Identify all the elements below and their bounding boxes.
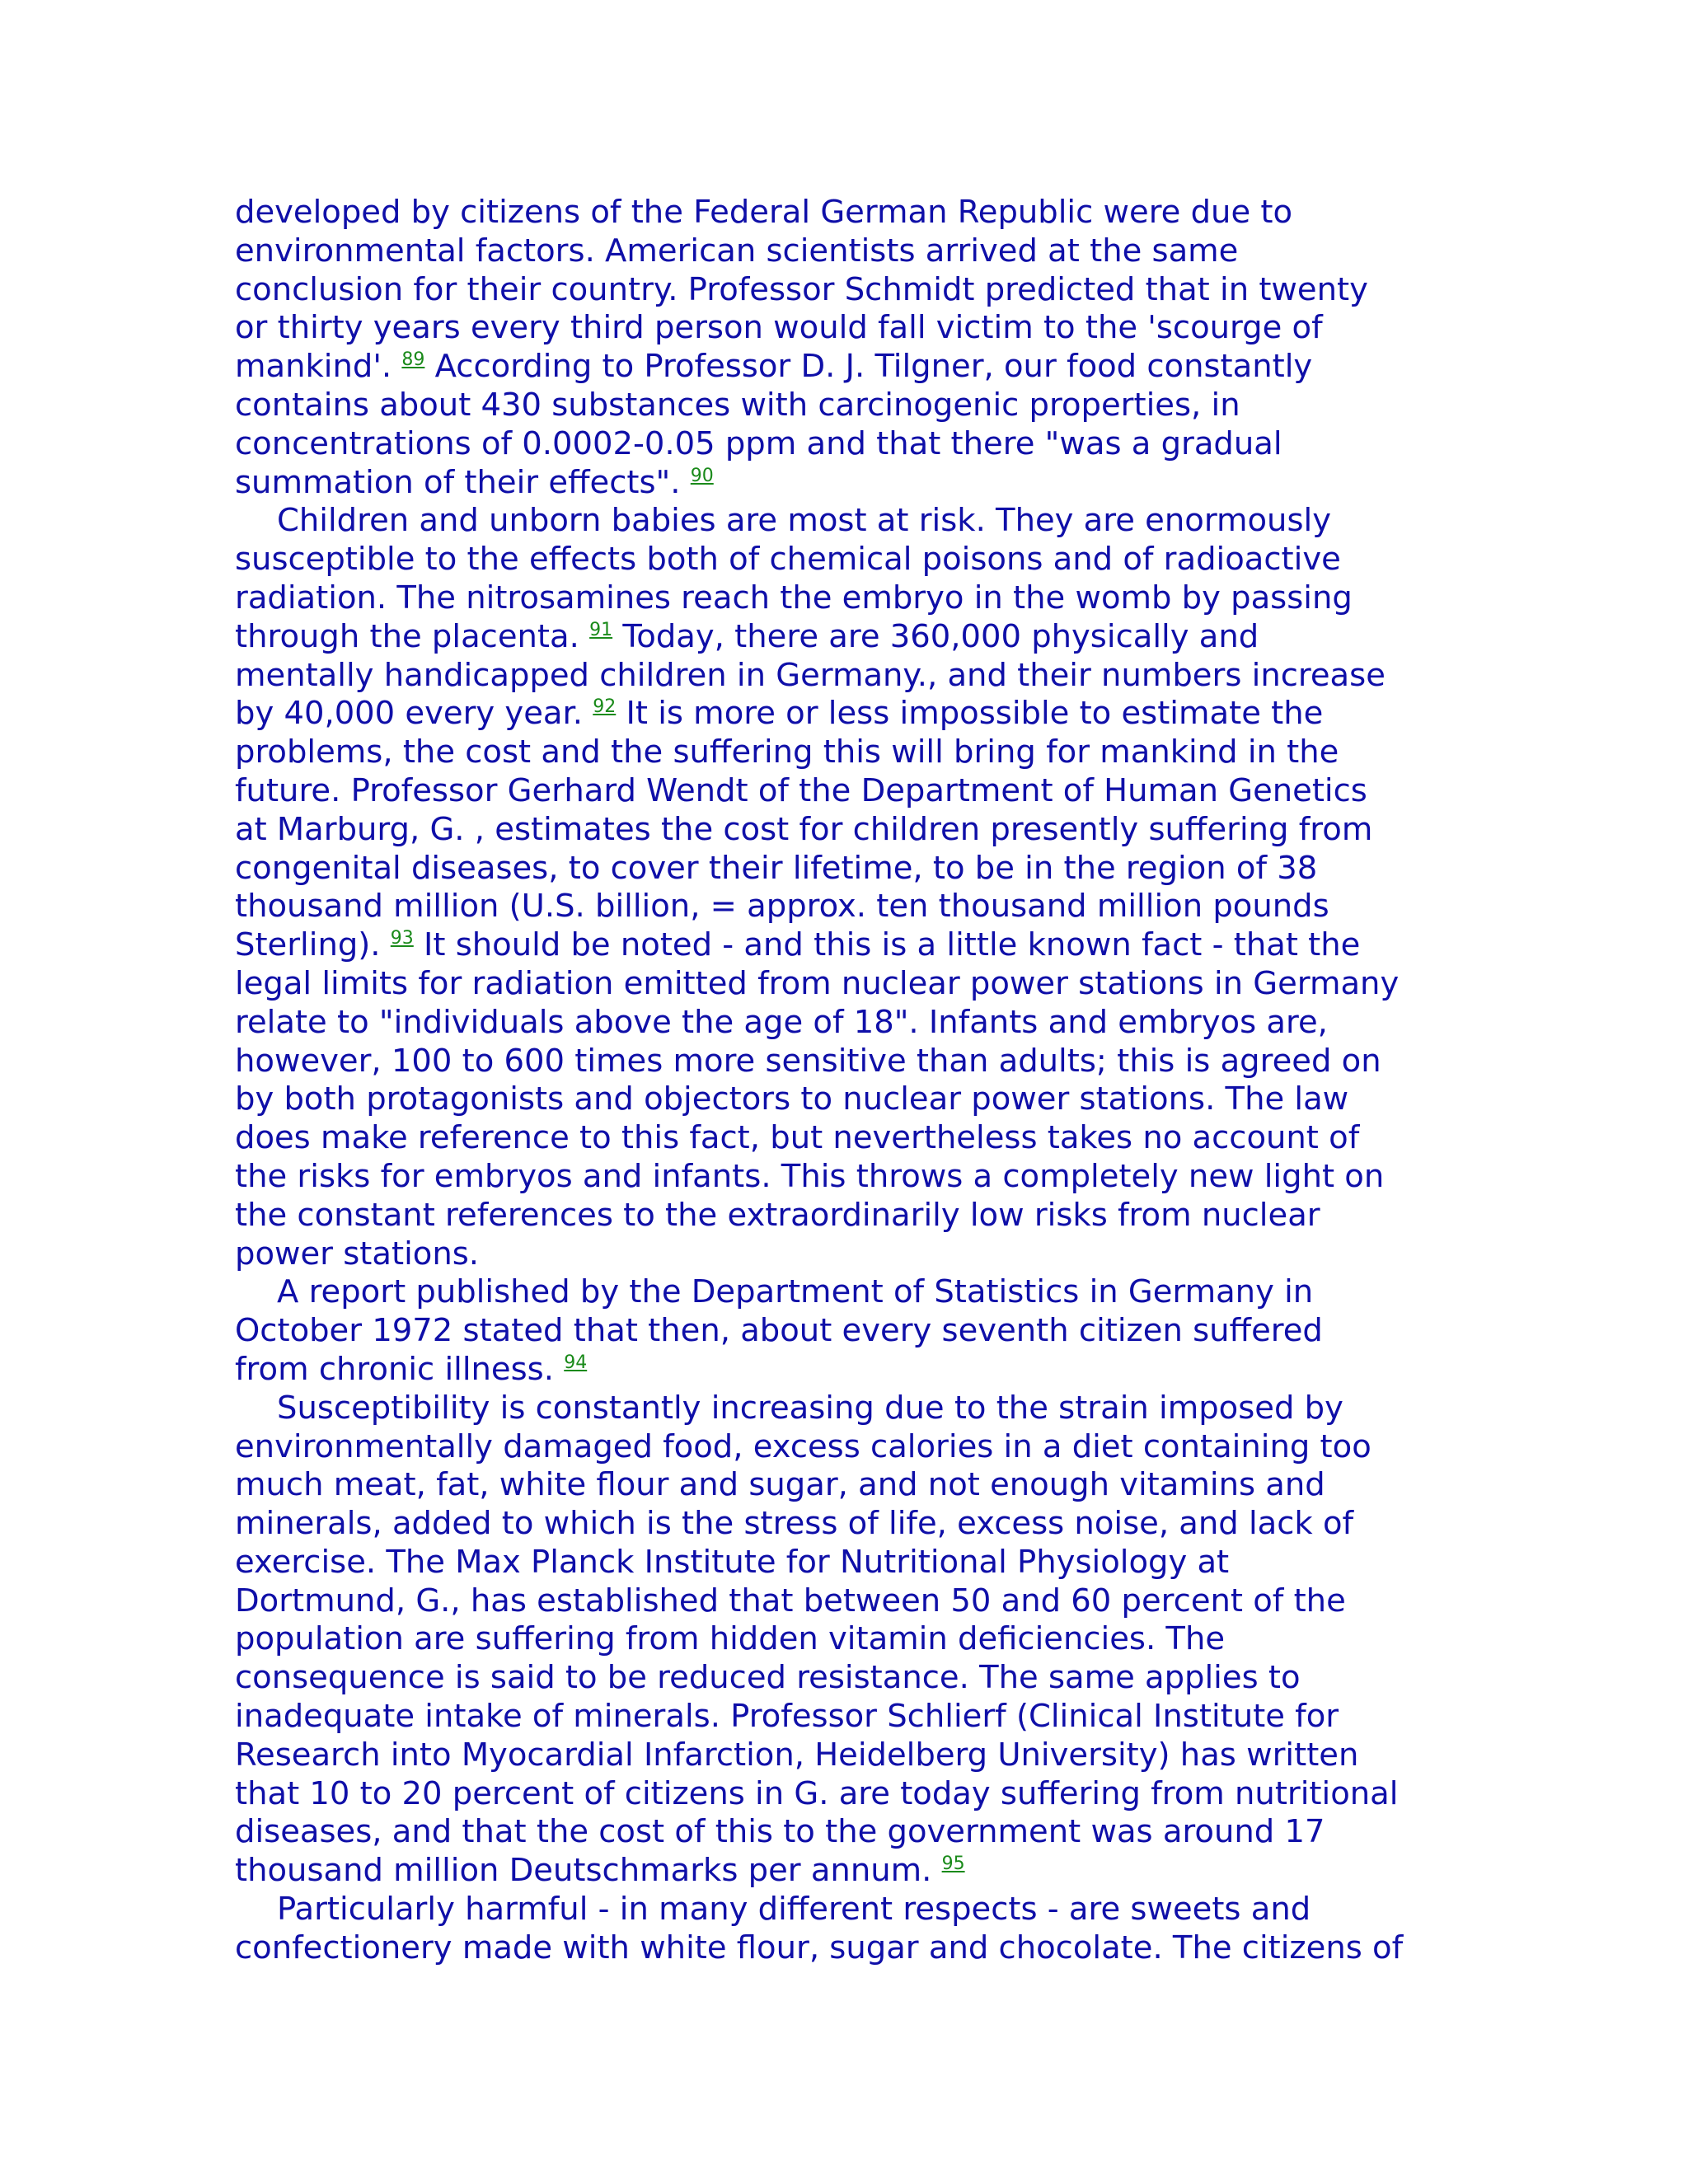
text-segment: It should be noted - and this is a little known fact - that the	[413, 926, 1361, 964]
text-segment: mankind'.	[235, 348, 402, 386]
text-line	[235, 811, 1471, 850]
text-segment: Children and unborn babies are most at risk. They are enormously	[277, 502, 1331, 540]
text-segment: relate to "individuals above the age of 18". Infants and embryos are,	[235, 1003, 1328, 1041]
text-segment: developed by citizens of the Federal German Republic were due to	[235, 194, 1293, 231]
text-line	[235, 1620, 1471, 1659]
text-segment: summation of their effects".	[235, 463, 691, 501]
text-segment: does make reference to this fact, but nevertheless takes no account of	[235, 1119, 1360, 1157]
text-segment: congenital diseases, to cover their lifetime, to be in the region of 38	[235, 849, 1318, 887]
text-segment: confectionery made with white flour, sugar and chocolate. The citizens of	[235, 1929, 1404, 1966]
document-page	[235, 194, 1471, 1968]
text-segment: that 10 to 20 percent of citizens in G. are today suffering from nutritional	[235, 1774, 1399, 1812]
text-line	[235, 772, 1471, 811]
text-line	[235, 1235, 1471, 1274]
text-line	[235, 309, 1471, 348]
text-segment: however, 100 to 600 times more sensitive than adults; this is agreed on	[235, 1042, 1381, 1080]
paragraph-start-line	[235, 1891, 1471, 1929]
text-line	[235, 464, 1471, 503]
footnote-link[interactable]: 90	[690, 465, 714, 486]
text-line	[235, 618, 1471, 657]
text-line	[235, 579, 1471, 618]
text-segment: consequence is said to be reduced resistance. The same applies to	[235, 1659, 1301, 1697]
text-segment: thousand million (U.S. billion, = approx. ten thousand million pounds	[235, 888, 1329, 926]
text-line	[235, 1929, 1471, 1968]
text-segment: conclusion for their country. Professor Schmidt predicted that in twenty	[235, 270, 1368, 308]
text-line	[235, 1698, 1471, 1736]
text-line	[235, 1119, 1471, 1158]
text-line	[235, 1312, 1471, 1351]
text-segment: problems, the cost and the suffering this will bring for mankind in the	[235, 733, 1339, 771]
text-segment: by both protagonists and objectors to nuclear power stations. The law	[235, 1080, 1349, 1118]
text-segment: from chronic illness.	[235, 1350, 565, 1388]
text-segment: concentrations of 0.0002-0.05 ppm and that there "was a gradual	[235, 424, 1282, 462]
text-line	[235, 1004, 1471, 1043]
text-line	[235, 232, 1471, 271]
text-line	[235, 425, 1471, 464]
footnote-link[interactable]: 93	[390, 928, 414, 949]
paragraph-start-line	[235, 502, 1471, 541]
text-line	[235, 1775, 1471, 1814]
footnote-link[interactable]: 94	[564, 1352, 588, 1373]
text-segment: Susceptibility is constantly increasing due to the strain imposed by	[277, 1389, 1343, 1427]
text-segment: contains about 430 substances with carcinogenic properties, in	[235, 386, 1240, 424]
text-segment: Dortmund, G., has established that between 50 and 60 percent of the	[235, 1582, 1346, 1619]
text-line	[235, 1080, 1471, 1119]
text-segment: It is more or less impossible to estimate the	[616, 695, 1324, 733]
text-segment: legal limits for radiation emitted from nuclear power stations in Germany	[235, 964, 1400, 1002]
footnote-link[interactable]: 91	[589, 619, 613, 640]
footnote-link[interactable]: 89	[401, 349, 425, 371]
text-line	[235, 1813, 1471, 1852]
text-line	[235, 850, 1471, 888]
text-segment: Sterling).	[235, 926, 391, 964]
text-line	[235, 271, 1471, 310]
text-line	[235, 541, 1471, 579]
text-segment: A report published by the Department of Statistics in Germany in	[277, 1273, 1314, 1311]
text-segment: Particularly harmful - in many different respects - are sweets and	[277, 1891, 1311, 1929]
text-segment: Today, there are 360,000 physically and	[612, 617, 1259, 655]
text-segment: minerals, added to which is the stress of life, excess noise, and lack of	[235, 1505, 1354, 1543]
text-line	[235, 1043, 1471, 1081]
text-segment: inadequate intake of minerals. Professor Schlierf (Clinical Institute for	[235, 1698, 1339, 1736]
text-segment: through the placenta.	[235, 617, 590, 655]
paragraph-start-line	[235, 1273, 1471, 1312]
text-segment: future. Professor Gerhard Wendt of the Department of Human Genetics	[235, 771, 1367, 809]
text-segment: Research into Myocardial Infarction, Heidelberg University) has written	[235, 1736, 1359, 1774]
text-line	[235, 733, 1471, 772]
text-line	[235, 1158, 1471, 1197]
text-segment: radiation. The nitrosamines reach the embryo in the womb by passing	[235, 579, 1353, 616]
footnote-link[interactable]: 92	[593, 696, 617, 718]
text-segment: at Marburg, G. , estimates the cost for children presently suffering from	[235, 810, 1373, 848]
text-line	[235, 1736, 1471, 1775]
text-line	[235, 888, 1471, 926]
text-line	[235, 1505, 1471, 1544]
text-line	[235, 1582, 1471, 1621]
text-segment: mentally handicapped children in Germany., and their numbers increase	[235, 656, 1386, 694]
text-line	[235, 695, 1471, 733]
text-line	[235, 194, 1471, 232]
text-segment: the risks for embryos and infants. This throws a completely new light on	[235, 1157, 1385, 1195]
text-line	[235, 348, 1471, 387]
text-segment: exercise. The Max Planck Institute for Nutritional Physiology at	[235, 1543, 1230, 1581]
text-line	[235, 1466, 1471, 1505]
footnote-link[interactable]: 95	[941, 1854, 965, 1875]
text-line	[235, 965, 1471, 1004]
text-line	[235, 1544, 1471, 1582]
paragraph-start-line	[235, 1390, 1471, 1428]
text-segment: susceptible to the effects both of chemical poisons and of radioactive	[235, 541, 1341, 579]
text-segment: the constant references to the extraordinarily low risks from nuclear	[235, 1196, 1320, 1234]
text-line	[235, 1428, 1471, 1467]
text-line	[235, 387, 1471, 425]
text-segment: population are suffering from hidden vitamin deficiencies. The	[235, 1620, 1226, 1658]
text-line	[235, 657, 1471, 696]
text-line	[235, 1197, 1471, 1235]
text-segment: environmental factors. American scientists arrived at the same	[235, 232, 1239, 269]
text-line	[235, 1852, 1471, 1891]
text-segment: much meat, fat, white flour and sugar, and not enough vitamins and	[235, 1466, 1325, 1504]
text-segment: power stations.	[235, 1235, 480, 1272]
text-segment: by 40,000 every year.	[235, 695, 593, 733]
text-segment: According to Professor D. J. Tilgner, our food constantly	[424, 348, 1313, 386]
text-line	[235, 1351, 1471, 1390]
text-segment: diseases, and that the cost of this to the government was around 17	[235, 1813, 1325, 1851]
text-segment: October 1972 stated that then, about every seventh citizen suffered	[235, 1312, 1323, 1350]
text-segment: or thirty years every third person would fall victim to the 'scourge of	[235, 309, 1323, 347]
text-segment: thousand million Deutschmarks per annum.	[235, 1852, 942, 1890]
text-line	[235, 926, 1471, 965]
text-segment: environmentally damaged food, excess calories in a diet containing too	[235, 1427, 1372, 1465]
text-line	[235, 1659, 1471, 1698]
